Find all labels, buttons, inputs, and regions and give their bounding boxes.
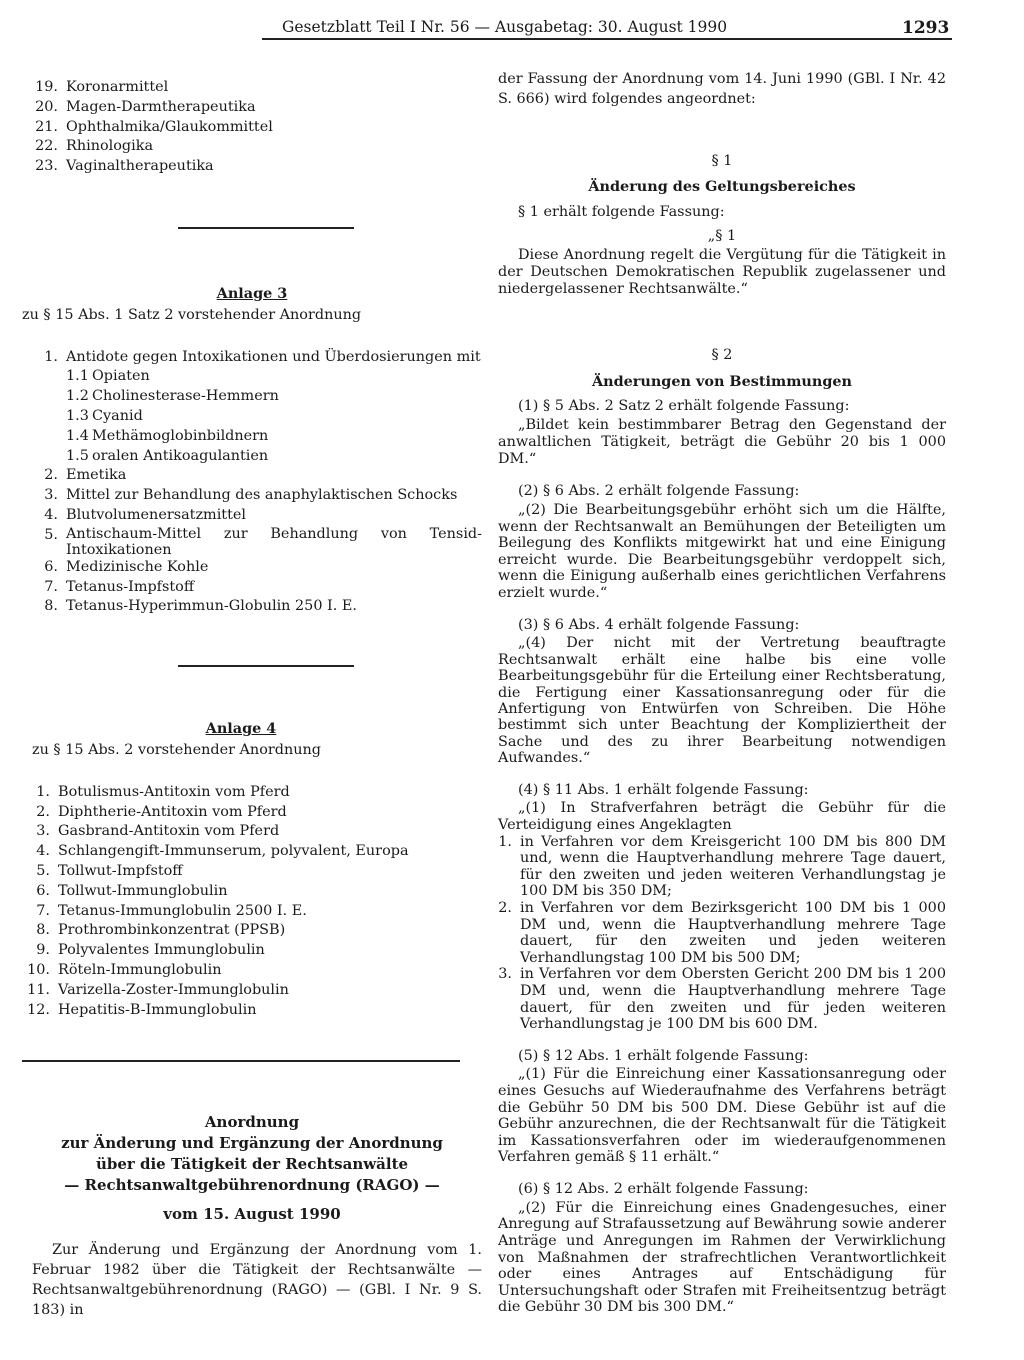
item-text: in Verfahren vor dem Kreisgericht 100 DM bis 800 DM und, wenn die Hauptverhandlung mehrere Tage dauert, für den zweiten und jeden weiteren Verhandlungstag je 100 DM bis 350 DM; bbox=[520, 833, 946, 900]
list-item bbox=[22, 1001, 482, 1021]
section-title: Änderungen von Bestimmungen bbox=[591, 372, 853, 390]
list-item bbox=[28, 157, 482, 177]
item-number: 3. bbox=[44, 487, 58, 504]
anlage3-title: Anlage 3 bbox=[216, 284, 288, 302]
item-number: 20. bbox=[35, 98, 58, 115]
list-item bbox=[22, 961, 482, 981]
list-item bbox=[22, 822, 482, 842]
item-text: Antidote gegen Intoxikationen und Überdosierungen mit bbox=[66, 348, 481, 365]
paragraph-lead: (3) § 6 Abs. 4 erhält folgende Fassung: bbox=[518, 616, 800, 633]
list-item bbox=[30, 466, 482, 486]
list-item bbox=[498, 966, 946, 1032]
item-text: Rhinologika bbox=[66, 138, 154, 155]
item-text: Röteln-Immunglobulin bbox=[58, 961, 222, 978]
item-text: Varizella-Zoster-Immunglobulin bbox=[58, 981, 289, 998]
item-number: 2. bbox=[44, 467, 58, 484]
left-column bbox=[22, 78, 482, 1320]
item-text: Ophthalmika/Glaukommittel bbox=[66, 118, 273, 135]
page-number: 1293 bbox=[902, 18, 950, 38]
list-item bbox=[66, 427, 482, 447]
right-column bbox=[498, 70, 946, 1316]
item-number: 3. bbox=[36, 823, 50, 840]
item-text: Tollwut-Immunglobulin bbox=[58, 882, 228, 899]
anordnung-subtitle: zur Änderung und Ergänzung der Anordnung bbox=[61, 1134, 443, 1153]
item-text: Tollwut-Impfstoff bbox=[58, 862, 183, 879]
list-item bbox=[28, 98, 482, 118]
item-number: 9. bbox=[36, 942, 50, 959]
item-text: Antischaum-Mittel zur Behandlung von Tensid-Intoxikationen bbox=[66, 525, 482, 558]
item-number: 5. bbox=[44, 526, 58, 543]
anordnung-subtitle: über die Tätigkeit der Rechtsanwälte bbox=[95, 1155, 409, 1174]
item-number: 1.2 bbox=[66, 388, 89, 405]
item-text: Diphtherie-Antitoxin vom Pferd bbox=[58, 803, 287, 820]
item-text: Botulismus-Antitoxin vom Pferd bbox=[58, 783, 290, 800]
list-item bbox=[66, 447, 482, 467]
item-number: 1.1 bbox=[66, 368, 89, 385]
item-number: 7. bbox=[36, 902, 50, 919]
list-item bbox=[66, 367, 482, 387]
anlage4-list bbox=[22, 783, 482, 1021]
paragraph-lead: (5) § 12 Abs. 1 erhält folgende Fassung: bbox=[518, 1047, 809, 1064]
list-item bbox=[30, 578, 482, 598]
item-text: Koronarmittel bbox=[66, 79, 169, 95]
item-text: Vaginaltherapeutika bbox=[66, 158, 214, 175]
anordnung-title: Anordnung bbox=[204, 1113, 300, 1132]
paragraph-lead: (1) § 5 Abs. 2 Satz 2 erhält folgende Fassung: bbox=[518, 398, 850, 415]
item-number: 4. bbox=[44, 506, 58, 523]
fee-list bbox=[498, 834, 946, 1033]
list-item bbox=[22, 941, 482, 961]
anordnung-date: vom 15. August 1990 bbox=[163, 1205, 341, 1224]
item-number: 5. bbox=[36, 862, 50, 879]
paragraph-text: „(2) Für die Einreichung eines Gnadengesuches, einer Anregung auf Strafaussetzung auf Bewährung sowie anderer Anträge und Anregungen im Rahmen der Verwirklichung von Maßnahmen der strafrechtlichen Verantwortlichkeit oder eines Antrages auf Entschädigung für Untersuchungshaft oder Strafen mit Freiheitsentzug beträgt die Gebühr 30 DM bis 300 DM.“ bbox=[498, 1199, 946, 1316]
item-text: in Verfahren vor dem Bezirksgericht 100 DM bis 1 000 DM und, wenn die Hauptverhandlung mehrere Tage dauert, für den zweiten und jeden weiteren Verhandlungstag 100 DM bis 500 DM; bbox=[520, 899, 946, 966]
list-item bbox=[30, 558, 482, 578]
item-number: 2. bbox=[498, 899, 512, 916]
paragraph-lead: (4) § 11 Abs. 1 erhält folgende Fassung: bbox=[518, 781, 809, 798]
item-number: 2. bbox=[36, 803, 50, 820]
item-text: Magen-Darmtherapeutika bbox=[66, 98, 256, 115]
paragraph-text: „Bildet kein bestimmbarer Betrag den Gegenstand der anwaltlichen Tätigkeit, beträgt die Gebühr 20 bis 1 000 DM.“ bbox=[498, 417, 946, 468]
list-item bbox=[22, 803, 482, 823]
item-number: 11. bbox=[27, 981, 50, 998]
section-divider bbox=[178, 227, 354, 229]
section-divider bbox=[178, 665, 354, 667]
list-item bbox=[22, 842, 482, 862]
list-item bbox=[66, 407, 482, 427]
section-heading: § 1 bbox=[711, 152, 733, 169]
paragraph-text: „(1) Für die Einreichung einer Kassationsanregung oder eines Gesuchs auf Wiederaufnahme des Verfahrens beträgt die Gebühr 50 DM bis 500 DM. Diese Gebühr ist auf die Gebühr anzurechnen, die der Rechtsanwalt für die Tätigkeit im Kassationsverfahren oder im wiederaufgenommenen Verfahren gemäß § 11 erhält.“ bbox=[498, 1066, 946, 1166]
list-item bbox=[30, 486, 482, 506]
item-number: 1.4 bbox=[66, 427, 89, 444]
item-text: in Verfahren vor dem Obersten Gericht 200 DM bis 1 200 DM und, wenn die Hauptverhandlung mehrere Tage dauert, für den zweiten und für jeden weiteren Verhandlungstag je 100 DM bis 600 DM. bbox=[520, 966, 946, 1033]
quote-heading: „§ 1 bbox=[707, 227, 737, 244]
item-number: 7. bbox=[44, 578, 58, 595]
item-text: Mittel zur Behandlung des anaphylaktischen Schocks bbox=[66, 487, 458, 504]
item-number: 8. bbox=[44, 598, 58, 615]
item-text: Hepatitis-B-Immunglobulin bbox=[58, 1001, 257, 1018]
item-number: 1.5 bbox=[66, 447, 89, 464]
paragraph-text: „(4) Der nicht mit der Vertretung beauftragte Rechtsanwalt erhält eine halbe bis eine volle Bearbeitungsgebühr für die Erteilung einer Rechtsberatung, die Fertigung einer Kassationsanregung oder für die Anfertigung von Entwürfen von Schreiben. Die Höhe bestimmt sich unter Beachtung der Kompliziertheit der Sache und des zu ihrer Bearbeitung notwendigen Aufwandes.“ bbox=[498, 635, 946, 767]
list-item bbox=[28, 78, 482, 98]
item-number: 23. bbox=[35, 158, 58, 175]
list-item bbox=[66, 387, 482, 407]
section-title: Änderung des Geltungsbereiches bbox=[588, 178, 856, 196]
list-item bbox=[22, 882, 482, 902]
item-number: 6. bbox=[44, 558, 58, 575]
item-text: Tetanus-Hyperimmun-Globulin 250 I. E. bbox=[66, 598, 357, 615]
item-number: 21. bbox=[35, 118, 58, 135]
list-item bbox=[22, 862, 482, 882]
top-list bbox=[28, 78, 482, 177]
paragraph-lead: § 1 erhält folgende Fassung: bbox=[518, 204, 725, 221]
item-text: Gasbrand-Antitoxin vom Pferd bbox=[58, 823, 280, 840]
item-number: 4. bbox=[36, 843, 50, 860]
list-item bbox=[30, 506, 482, 526]
item-text: Cholinesterase-Hemmern bbox=[92, 388, 279, 405]
list-item bbox=[498, 900, 946, 966]
item-text: Methämoglobinbildnern bbox=[92, 427, 269, 444]
list-item bbox=[30, 597, 482, 617]
paragraph-lead: (2) § 6 Abs. 2 erhält folgende Fassung: bbox=[518, 483, 800, 500]
item-text: Prothrombinkonzentrat (PPSB) bbox=[58, 922, 286, 939]
page-header bbox=[0, 14, 1024, 48]
item-number: 1. bbox=[44, 348, 58, 365]
section-heading: § 2 bbox=[711, 346, 733, 363]
list-item bbox=[22, 902, 482, 922]
header-title: Gesetzblatt Teil I Nr. 56 — Ausgabetag: 30. August 1990 bbox=[282, 18, 728, 36]
anlage4-title: Anlage 4 bbox=[205, 720, 277, 738]
list-item bbox=[28, 137, 482, 157]
item-number: 10. bbox=[27, 961, 50, 978]
section-divider bbox=[22, 1060, 460, 1062]
item-number: 22. bbox=[35, 138, 58, 155]
anlage3-reference: zu § 15 Abs. 1 Satz 2 vorstehender Anordnung bbox=[22, 306, 362, 323]
item-text: Tetanus-Impfstoff bbox=[66, 578, 195, 595]
item-number: 3. bbox=[498, 966, 512, 983]
paragraph-lead: (6) § 12 Abs. 2 erhält folgende Fassung: bbox=[518, 1181, 809, 1198]
item-text: Schlangengift-Immunserum, polyvalent, Europa bbox=[58, 843, 409, 860]
list-item bbox=[30, 526, 482, 558]
list-item bbox=[22, 783, 482, 803]
item-text: Emetika bbox=[66, 467, 127, 484]
item-number: 8. bbox=[36, 922, 50, 939]
item-text: Polyvalentes Immunglobulin bbox=[58, 942, 265, 959]
item-number: 1. bbox=[498, 833, 512, 850]
anlage3-list bbox=[30, 348, 482, 618]
anordnung-subtitle: — Rechtsanwaltgebührenordnung (RAGO) — bbox=[64, 1176, 440, 1195]
item-number: 1. bbox=[36, 783, 50, 800]
anlage4-reference: zu § 15 Abs. 2 vorstehender Anordnung bbox=[32, 741, 321, 758]
paragraph-text: „(1) In Strafverfahren beträgt die Gebühr für die Verteidigung eines Angeklagten bbox=[498, 800, 946, 833]
item-number: 1.3 bbox=[66, 407, 89, 424]
list-item bbox=[28, 118, 482, 138]
anordnung-title-block bbox=[22, 1112, 482, 1225]
item-number: 6. bbox=[36, 882, 50, 899]
item-text: Tetanus-Immunglobulin 2500 I. E. bbox=[58, 902, 307, 919]
list-item bbox=[22, 981, 482, 1001]
item-text: Cyanid bbox=[92, 407, 143, 424]
quote-text: Diese Anordnung regelt die Vergütung für die Tätigkeit in der Deutschen Demokratischen Republik zugelassener und niedergelassener Rechtsanwälte.“ bbox=[498, 246, 946, 297]
header-rule bbox=[262, 38, 952, 40]
list-item bbox=[22, 921, 482, 941]
item-text: Medizinische Kohle bbox=[66, 558, 209, 575]
anordnung-intro: Zur Änderung und Ergänzung der Anordnung vom 1. Februar 1982 über die Tätigkeit der Rechtsanwälte — Rechtsanwaltgebührenordnung (RAGO) — (GBl. I Nr. 9 S. 183) in bbox=[32, 1242, 482, 1318]
list-item bbox=[30, 348, 482, 368]
paragraph-text: „(2) Die Bearbeitungsgebühr erhöht sich um die Hälfte, wenn der Rechtsanwalt an Bemühungen der Beteiligten um Beilegung des Konflikts mitgewirkt hat und eine Einigung erreicht wurde. Die Bearbeitungsgebühr verdoppelt sich, wenn die Einigung außerhalb eines gerichtlichen Verfahrens erzielt wurde.“ bbox=[498, 501, 946, 601]
intro-continuation: der Fassung der Anordnung vom 14. Juni 1990 (GBl. I Nr. 42 S. 666) wird folgendes angeordnet: bbox=[498, 71, 946, 107]
item-number: 12. bbox=[27, 1001, 50, 1018]
item-text: Opiaten bbox=[92, 368, 150, 385]
item-text: Blutvolumenersatzmittel bbox=[66, 506, 246, 523]
item-text: oralen Antikoagulantien bbox=[92, 447, 269, 464]
list-item bbox=[498, 834, 946, 900]
item-number: 19. bbox=[35, 79, 58, 95]
